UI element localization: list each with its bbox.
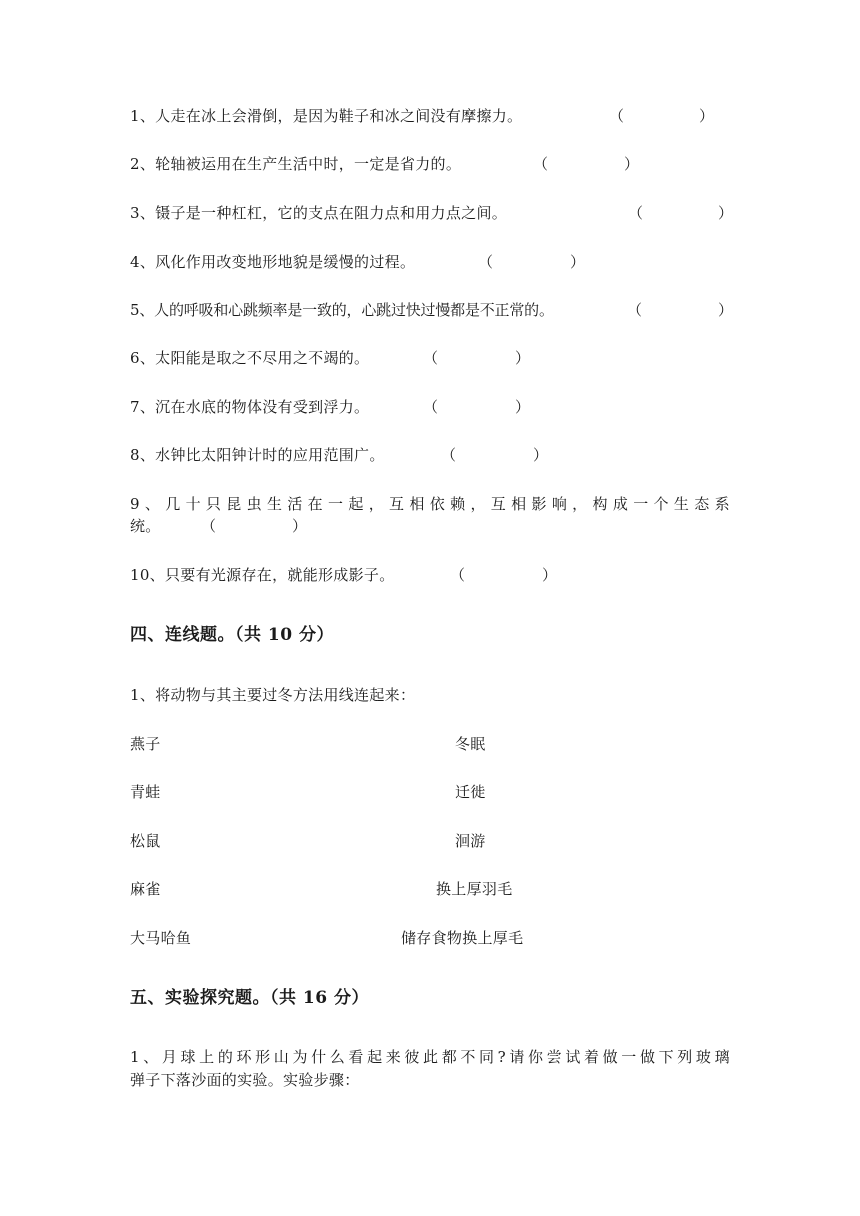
judgement-item-text: 4、风化作用改变地形地貌是缓慢的过程。: [130, 253, 416, 271]
judgement-item-text: 6、太阳能是取之不尽用之不竭的。: [130, 349, 370, 367]
judgement-item-text: 2、轮轴被运用在生产生活中时，一定是省力的。: [130, 155, 462, 173]
method-item: 换上厚羽毛: [436, 880, 513, 898]
answer-paren-close: ）: [515, 349, 531, 367]
method-item: 冬眠: [455, 735, 486, 753]
answer-paren-open: （: [201, 517, 217, 535]
answer-paren-open: （: [478, 253, 494, 271]
method-item: 迁徙: [455, 783, 486, 801]
answer-paren-close: ）: [718, 204, 734, 222]
answer-paren-open: （: [450, 566, 466, 584]
judgement-item-text: 7、沉在水底的物体没有受到浮力。: [130, 398, 370, 416]
answer-paren-close: ）: [699, 107, 715, 125]
answer-paren-close: ）: [718, 301, 734, 319]
answer-paren-close: ）: [515, 398, 531, 416]
answer-paren-open: （: [628, 204, 644, 222]
matching-question: 1、将动物与其主要过冬方法用线连起来：: [130, 686, 416, 704]
answer-paren-open: （: [533, 155, 549, 173]
animal-item: 大马哈鱼: [130, 929, 192, 947]
judgement-item-text: 8、水钟比太阳钟计时的应用范围广。: [130, 446, 385, 464]
judgement-item-text: 10、只要有光源存在，就能形成影子。: [130, 566, 395, 584]
animal-item: 燕子: [130, 735, 161, 753]
judgement-item-text: 3、镊子是一种杠杠，它的支点在阻力点和用力点之间。: [130, 204, 508, 222]
judgement-item-text-continued: 统。: [130, 517, 161, 535]
judgement-item-text: 5、人的呼吸和心跳频率是一致的，心跳过快过慢都是不正常的。: [130, 301, 554, 319]
answer-paren-open: （: [423, 349, 439, 367]
animal-item: 青蛙: [130, 783, 161, 801]
answer-paren-open: （: [441, 446, 457, 464]
answer-paren-close: ）: [624, 155, 640, 173]
animal-item: 麻雀: [130, 880, 161, 898]
experiment-question-continued: 弹子下落沙面的实验。实验步骤：: [130, 1071, 360, 1089]
answer-paren-close: ）: [533, 446, 549, 464]
animal-item: 松鼠: [130, 832, 161, 850]
experiment-question: 1、月球上的环形山为什么看起来彼此都不同?请你尝试着做一做下列玻璃: [130, 1048, 730, 1066]
answer-paren-open: （: [627, 301, 643, 319]
section-5-heading: 五、实验探究题。（共 16 分）: [130, 988, 369, 1008]
judgement-item-text: 1、人走在冰上会滑倒，是因为鞋子和冰之间没有摩擦力。: [130, 107, 523, 125]
answer-paren-open: （: [609, 107, 625, 125]
answer-paren-close: ）: [570, 253, 586, 271]
judgement-item-text: 9、几十只昆虫生活在一起，互相依赖，互相影响，构成一个生态系: [130, 495, 730, 513]
method-item: 储存食物换上厚毛: [401, 929, 524, 947]
answer-paren-close: ）: [542, 566, 558, 584]
method-item: 洄游: [455, 832, 486, 850]
answer-paren-open: （: [423, 398, 439, 416]
section-4-heading: 四、连线题。（共 10 分）: [130, 625, 334, 645]
answer-paren-close: ）: [292, 517, 308, 535]
